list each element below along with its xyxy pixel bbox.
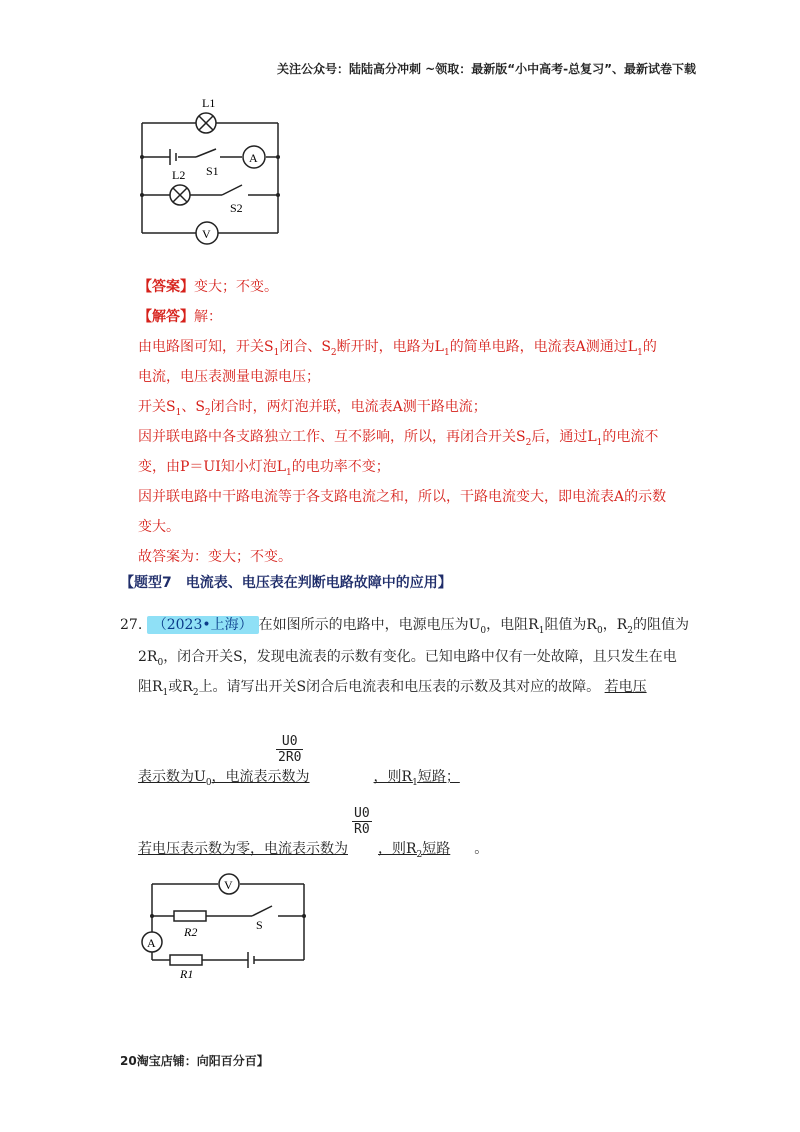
page-header: 关注公众号：陆陆高分冲刺 ~领取：最新版“小中高考-总复习”、最新试卷下载: [277, 62, 696, 76]
question-line-1: 27. （2023•上海） 在如图所示的电路中，电源电压为$U_0$，电阻$R_1$阻值为$R_0$，$R_2$的阻值为: [120, 617, 689, 636]
question-line-3: 阻$R_1$或$R_2$上。请写出开关S闭合后电流表和电压表的示数及其对应的故障。 若电压: [138, 679, 647, 698]
page-footer: 20淘宝店铺：向阳百分百】: [120, 1054, 269, 1068]
label-A2: A: [147, 936, 156, 950]
explain-line-2: 电流，电压表测量电源电压；: [138, 369, 320, 385]
explain-line-7: 变大。: [138, 519, 180, 535]
explain-heading: 【解答】解：: [138, 309, 222, 325]
circuit-diagram-2: [134, 872, 314, 982]
label-L2: L2: [172, 168, 186, 182]
year-tag[interactable]: （2023•上海）: [147, 616, 259, 634]
label-V2: V: [224, 878, 233, 892]
fraction-2: $\frac{U0}{R0}$: [354, 806, 370, 837]
explain-line-3: 开关$S_1$、$S_2$闭合时，两灯泡并联，电流表A测干路电流；: [138, 399, 487, 418]
explain-line-6: 因并联电路中干路电流等于各支路电流之和，所以，干路电流变大，即电流表A的示数: [138, 489, 667, 505]
label-L1: L1: [202, 96, 216, 110]
circuit-diagram-1: [130, 95, 300, 245]
explain-line-4: 因并联电路中各支路独立工作、互不影响，所以，再闭合开关$S_2$后，通过$L_1$的电流不: [138, 429, 659, 448]
label-R2: R2: [184, 925, 198, 939]
explain-line-8: 故答案为：变大；不变。: [138, 549, 292, 565]
explain-line-1: 由电路图可知，开关$S_1$闭合、$S_2$断开时，电路为$L_1$的简单电路，电流表A测通过$L_1$的: [138, 339, 657, 358]
answer-line-2: 若电压表示数为零，电流表示数为 ，则$R_2$短路 。: [138, 841, 489, 860]
explain-line-5: 变，由P＝UI知小灯泡$L_1$的电功率不变；: [138, 459, 390, 478]
label-V: V: [202, 227, 211, 241]
section-title: 【题型7 电流表、电压表在判断电路故障中的应用】: [120, 575, 452, 591]
label-S1: S1: [206, 164, 219, 178]
question-line-2: $2R_0$，闭合开关S，发现电流表的示数有变化。已知电路中仅有一处故障，且只发生在电: [138, 649, 677, 668]
answer-line-1: 表示数为$U_0$，电流表示数为 ，则$R_1$短路；: [138, 769, 460, 788]
label-S2: S2: [230, 201, 243, 215]
label-S: S: [256, 918, 263, 932]
fraction-1: $\frac{U0}{2R0}$: [278, 734, 302, 765]
label-A: A: [249, 151, 258, 165]
label-R1: R1: [180, 967, 194, 981]
answer-line: 【答案】变大；不变。: [138, 279, 278, 295]
